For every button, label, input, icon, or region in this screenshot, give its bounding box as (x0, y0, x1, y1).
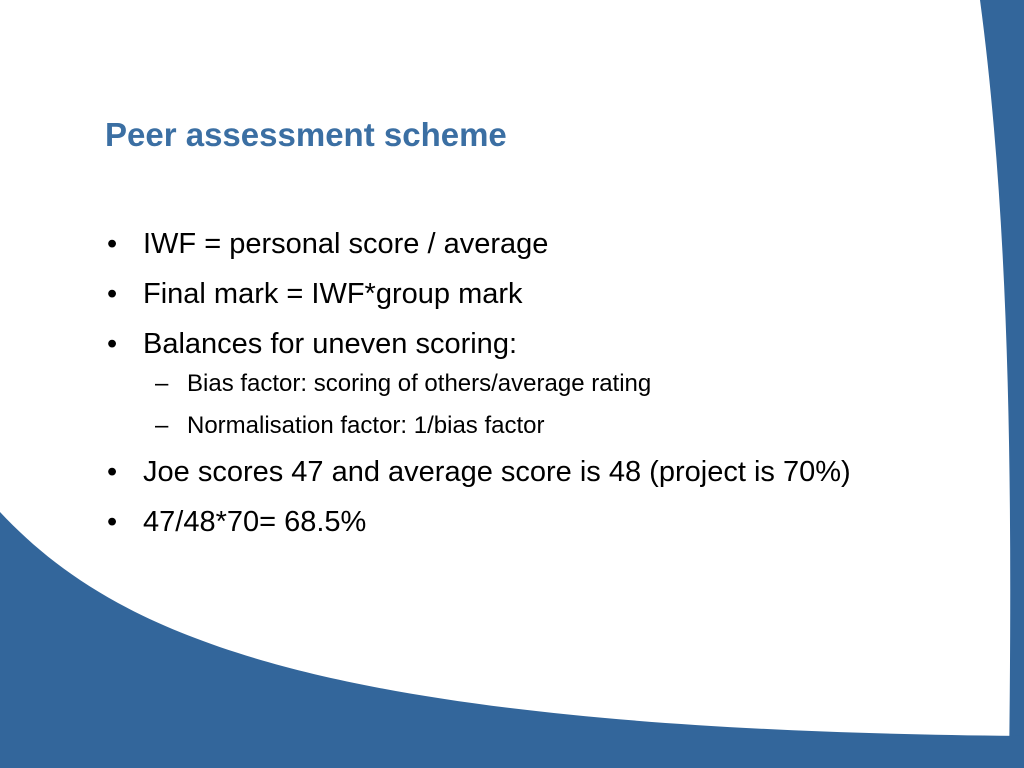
sub-bullet-text: Bias factor: scoring of others/average rating (187, 370, 652, 397)
bullet-list (105, 226, 905, 554)
bullet-item (105, 226, 905, 263)
right-edge-band (980, 0, 1024, 768)
dash-icon: – (155, 412, 169, 439)
bullet-dot-icon: • (107, 506, 118, 538)
bullet-text: IWF = personal score / average (143, 228, 549, 260)
bullet-text: Joe scores 47 and average score is 48 (project is 70%) (143, 456, 851, 488)
bullet-item (105, 276, 905, 313)
sub-bullet-item (143, 369, 905, 399)
bullet-text: 47/48*70= 68.5% (143, 506, 367, 538)
bullet-dot-icon: • (107, 456, 118, 488)
bullet-item (105, 326, 905, 441)
bullet-dot-icon: • (107, 228, 118, 260)
bullet-dot-icon: • (107, 328, 118, 360)
sub-bullet-text: Normalisation factor: 1/bias factor (187, 412, 545, 439)
bullet-item (105, 454, 905, 491)
sub-bullet-list (143, 369, 905, 441)
bullet-text: Balances for uneven scoring: (143, 328, 517, 360)
sub-bullet-item (143, 411, 905, 441)
bullet-text: Final mark = IWF*group mark (143, 278, 523, 310)
dash-icon: – (155, 370, 169, 397)
bullet-dot-icon: • (107, 278, 118, 310)
slide-title: Peer assessment scheme (105, 116, 507, 153)
bullet-item (105, 504, 905, 541)
